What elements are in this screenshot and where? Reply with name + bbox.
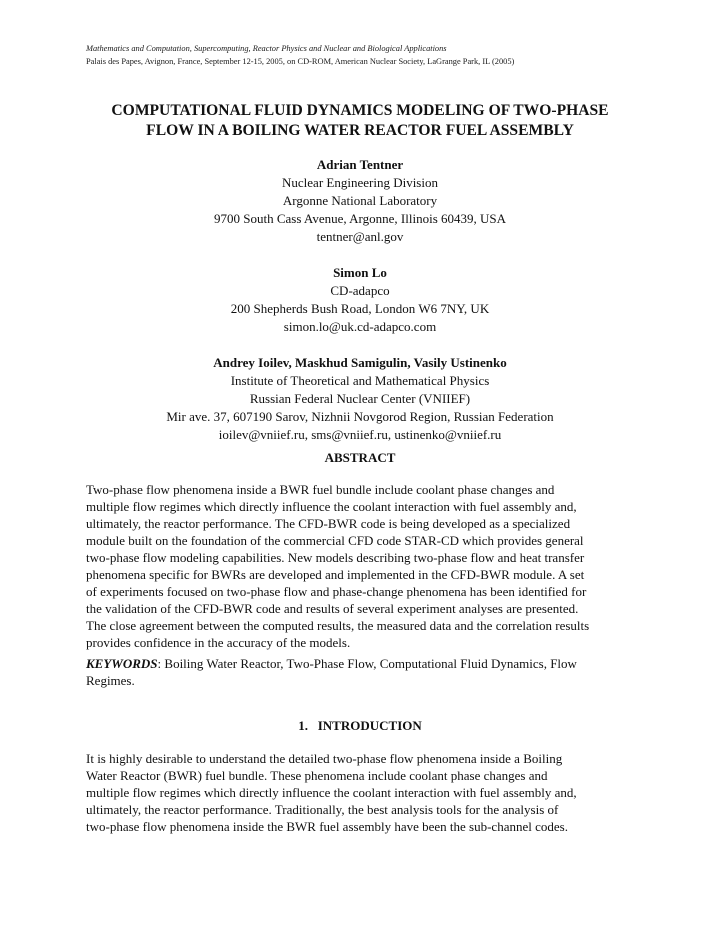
author-affiliation: CD-adapco xyxy=(330,283,390,298)
introduction-body xyxy=(86,750,646,835)
abstract-line: Two-phase flow phenomena inside a BWR fuel bundle include coolant phase changes and xyxy=(86,482,555,497)
author-email: ioilev@vniief.ru, sms@vniief.ru, ustinenko@vniief.ru xyxy=(218,427,502,442)
introduction-line: two-phase flow phenomena inside the BWR fuel assembly have been the sub-channel codes. xyxy=(86,819,568,834)
abstract-line: of experiments focused on two-phase flow and phase-change phenomena has been identified for xyxy=(86,584,587,599)
introduction-line: It is highly desirable to understand the detailed two-phase flow phenomena inside a Boiling xyxy=(86,751,563,766)
abstract-line: multiple flow regimes which directly influence the coolant interaction with fuel assembly and, xyxy=(86,499,577,514)
header-line-2: Palais des Papes, Avignon, France, September 12-15, 2005, on CD-ROM, American Nuclear Society, LaGrange Park, IL (2005) xyxy=(86,57,515,66)
abstract-body xyxy=(86,481,646,651)
abstract-line: the validation of the CFD-BWR code and results of several experiment analyses are presented. xyxy=(86,601,579,616)
author-affiliation: Institute of Theoretical and Mathematical Physics xyxy=(230,373,490,388)
introduction-line: ultimately, the reactor performance. Traditionally, the best analysis tools for the analysis of xyxy=(86,802,559,817)
author-affiliation: Argonne National Laboratory xyxy=(282,193,438,208)
keywords-section xyxy=(86,655,646,689)
author-block-1 xyxy=(40,156,680,246)
author-block-3 xyxy=(40,354,680,444)
author-address: 9700 South Cass Avenue, Argonne, Illinois 60439, USA xyxy=(213,211,507,226)
abstract-line: The close agreement between the computed results, the measured data and the correlation results xyxy=(86,618,590,633)
introduction-heading: 1. INTRODUCTION xyxy=(298,718,422,733)
author-name: Adrian Tentner xyxy=(316,157,404,172)
authors-section xyxy=(40,156,680,462)
author-block-2 xyxy=(40,264,680,336)
keywords-list: : Boiling Water Reactor, Two-Phase Flow, Computational Fluid Dynamics, Flow xyxy=(157,656,577,671)
author-address: Mir ave. 37, 607190 Sarov, Nizhnii Novgorod Region, Russian Federation xyxy=(166,409,554,424)
abstract-line: provides confidence in the accuracy of the models. xyxy=(86,635,351,650)
abstract-line: module built on the foundation of the commercial CFD code STAR-CD which provides general xyxy=(86,533,584,548)
author-name: Andrey Ioilev, Maskhud Samigulin, Vasily Ustinenko xyxy=(213,355,507,370)
author-email: simon.lo@uk.cd-adapco.com xyxy=(283,319,437,334)
keywords-label: KEYWORDS xyxy=(86,656,158,671)
abstract-line: phenomena specific for BWRs are developed and implemented in the CFD-BWR module. A set xyxy=(86,567,585,582)
author-name: Simon Lo xyxy=(333,265,387,280)
title-line-2: FLOW IN A BOILING WATER REACTOR FUEL ASSEMBLY xyxy=(146,122,574,139)
abstract-line: two-phase flow modeling capabilities. New models describing two-phase flow and heat transfer xyxy=(86,550,585,565)
conference-header xyxy=(86,42,686,68)
keywords-list-continued: Regimes. xyxy=(86,673,135,688)
paper-title xyxy=(40,101,680,141)
author-address: 200 Shepherds Bush Road, London W6 7NY, UK xyxy=(230,301,490,316)
introduction-line: multiple flow regimes which directly influence the coolant interaction with fuel assembly and, xyxy=(86,785,577,800)
title-line-1: COMPUTATIONAL FLUID DYNAMICS MODELING OF TWO-PHASE xyxy=(111,102,609,119)
introduction-line: Water Reactor (BWR) fuel bundle. These phenomena include coolant phase changes and xyxy=(86,768,548,783)
abstract-line: ultimately, the reactor performance. The CFD-BWR code is being developed as a specialized xyxy=(86,516,571,531)
author-affiliation: Russian Federal Nuclear Center (VNIIEF) xyxy=(249,391,471,406)
author-affiliation: Nuclear Engineering Division xyxy=(282,175,438,190)
abstract-heading: ABSTRACT xyxy=(324,450,396,465)
author-email: tentner@anl.gov xyxy=(316,229,404,244)
header-line-1: Mathematics and Computation, Supercomputing, Reactor Physics and Nuclear and Biological Applications xyxy=(86,44,447,53)
